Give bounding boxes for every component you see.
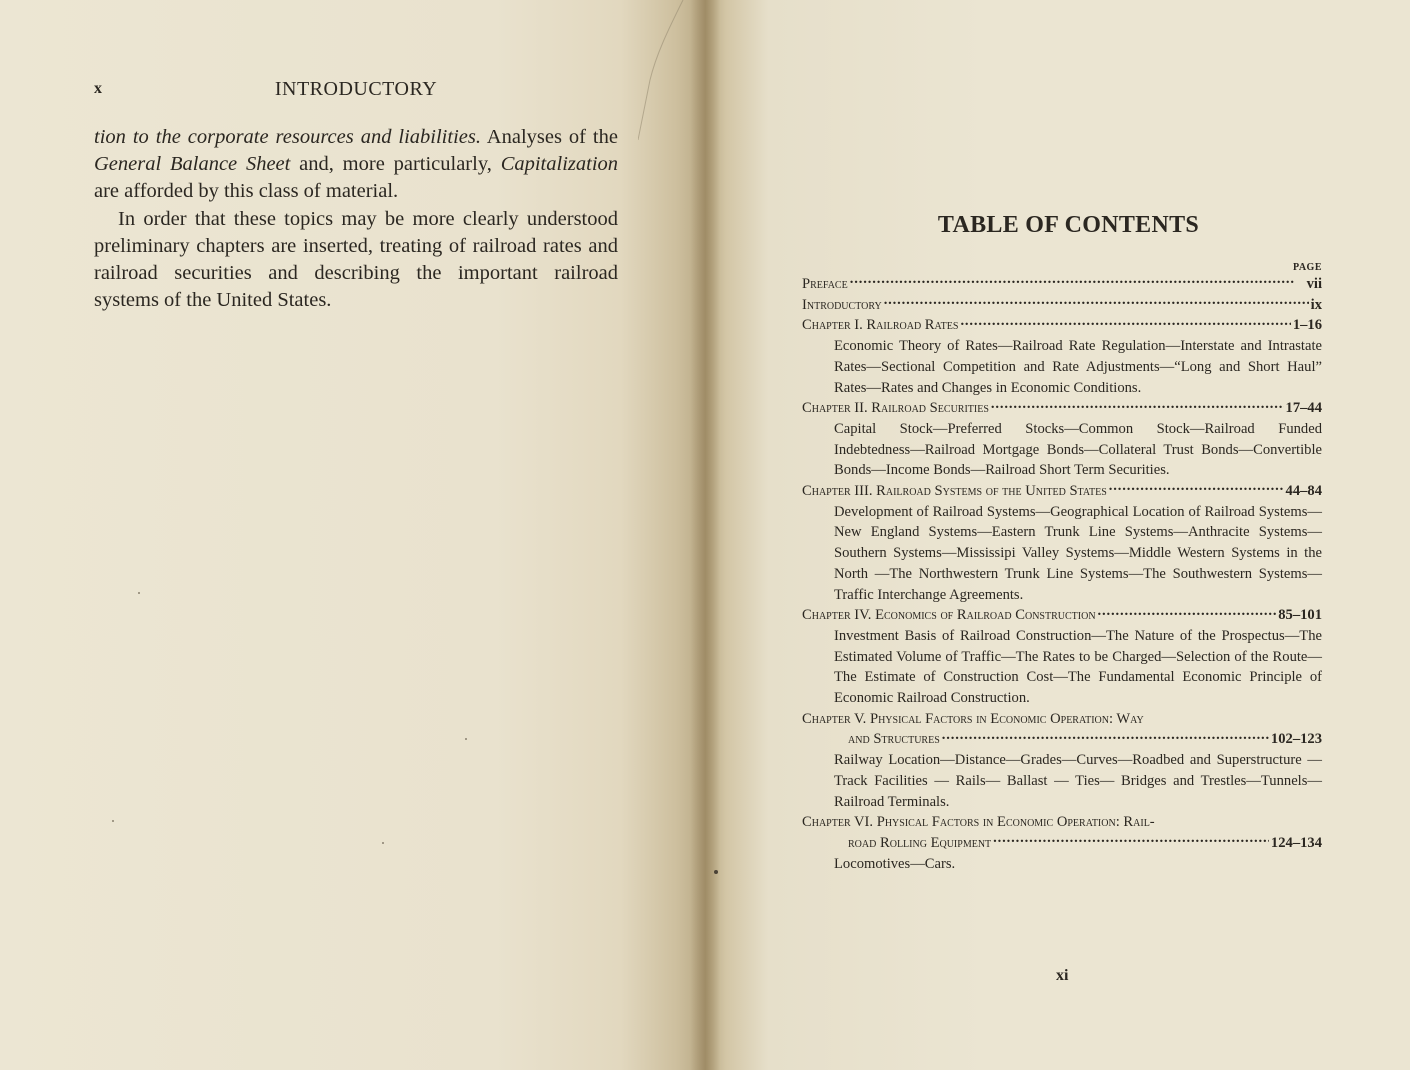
toc-entry-pages: 17–44 — [1285, 400, 1322, 417]
table-of-contents — [802, 258, 1322, 874]
toc-entry-title: Chapter V. Physical Factors in Economic Operation: Way — [802, 710, 1144, 727]
toc-entry-pages: 124–134 — [1270, 834, 1322, 851]
paper-speck — [714, 870, 718, 874]
italic-phrase: General Balance Sheet — [94, 153, 291, 176]
toc-entry-title: Chapter VI. Physical Factors in Economic Operation: Rail- — [802, 814, 1155, 831]
paper-speck — [112, 820, 114, 822]
toc-entry-introductory — [802, 295, 1322, 316]
toc-entry-title: Chapter I. Railroad Rates — [802, 317, 959, 334]
page-number: xi — [1056, 967, 1069, 984]
italic-phrase: Capitalization — [500, 153, 619, 176]
toc-entry-description: Capital Stock—Preferred Stocks—Common Stock—Railroad Funded Indebtedness—Railroad Mortgage Bonds—Collateral Trust Bonds—Convertible Bonds—Income Bonds—Railroad Short Term Securities. — [834, 420, 1322, 479]
toc-entry-title-continued: and Structures — [848, 731, 940, 748]
toc-entry-title: Introductory — [802, 296, 882, 313]
toc-entry-title: Preface — [802, 276, 848, 292]
paper-speck — [382, 842, 384, 844]
toc-heading: TABLE OF CONTENTS — [937, 212, 1200, 238]
paper-fold-crease — [638, 0, 688, 140]
toc-entry-pages: 85–101 — [1278, 607, 1322, 624]
dot-leader — [850, 276, 1305, 288]
dot-leader — [1098, 607, 1277, 619]
toc-entry-chapter-4 — [802, 605, 1322, 709]
text-run: are afforded by this class of material. — [94, 180, 399, 203]
dot-leader — [960, 317, 1290, 329]
toc-entry-description: Railway Location—Distance—Grades—Curves—Roadbed and Superstructure — Track Facilities — Rails— Ballast — Ties— Bridges and Trestles—Tunnels—Railroad Terminals. — [834, 752, 1322, 810]
text-run: and, more particularly, — [290, 153, 501, 176]
toc-entry-title: Chapter III. Railroad Systems of the United States — [802, 483, 1107, 500]
dot-leader — [993, 835, 1269, 847]
toc-entry-description: Investment Basis of Railroad Construction—The Nature of the Prospectus—The Estimated Volume of Traffic—The Rates to be Charged—Selection of the Route—The Estimate of Construction Cost—The Fundamental Economic Principle of Economic Railroad Construction. — [834, 627, 1322, 707]
toc-entry-chapter-2 — [802, 398, 1322, 481]
running-title: INTRODUCTORY — [274, 78, 438, 100]
paper-speck — [138, 592, 140, 594]
dot-leader — [1109, 483, 1284, 495]
paper-speck — [465, 738, 467, 740]
toc-entry-pages: 1–16 — [1292, 317, 1322, 334]
dot-leader — [884, 297, 1309, 309]
toc-entry-chapter-5 — [802, 709, 1322, 813]
paragraph: In order that these topics may be more clearly understood preliminary chapters are inserted, treating of railroad rates and railroad securities and describing the important railroad systems of the United States. — [94, 207, 618, 312]
page-column-label: PAGE — [1292, 262, 1322, 273]
page-number: x — [94, 80, 102, 97]
toc-entry-description: Economic Theory of Rates—Railroad Rate Regulation—Interstate and Intrastate Rates—Sectional Competition and Rate Adjustments—“Long and Short Haul” Rates—Rates and Changes in Economic Conditions. — [834, 338, 1322, 396]
italic-phrase: tion to the corporate resources and liabilities. — [94, 126, 481, 148]
dot-leader — [942, 731, 1269, 743]
toc-entry-chapter-1 — [802, 315, 1322, 398]
toc-entry-chapter-6 — [802, 812, 1322, 874]
toc-entry-pages: 102–123 — [1270, 731, 1322, 748]
toc-entry-chapter-3 — [802, 481, 1322, 605]
book-gutter — [690, 0, 720, 1070]
paragraph-continued — [94, 124, 618, 206]
toc-entry-preface — [802, 274, 1322, 295]
toc-entry-pages: vii — [1306, 276, 1322, 292]
toc-entry-title-continued: road Rolling Equipment — [848, 834, 992, 851]
text-run: Analyses of the — [480, 126, 618, 148]
toc-entry-description: Development of Railroad Systems—Geographical Location of Railroad Systems—New England Systems—Eastern Trunk Line Systems—Anthracite Systems—Southern Systems—Mississipi Valley Systems—Middle Western Systems in the North —The Northwestern Trunk Line Systems—The Southwestern Systems—Traffic Interchange Agreements. — [834, 503, 1322, 603]
toc-entry-title: Chapter IV. Economics of Railroad Construction — [802, 607, 1096, 624]
dot-leader — [991, 400, 1284, 412]
toc-entry-pages: 44–84 — [1285, 483, 1322, 500]
running-head — [94, 78, 618, 102]
toc-entry-description: Locomotives—Cars. — [834, 855, 956, 872]
toc-entry-pages: ix — [1310, 296, 1322, 313]
toc-entry-title: Chapter II. Railroad Securities — [802, 400, 989, 417]
